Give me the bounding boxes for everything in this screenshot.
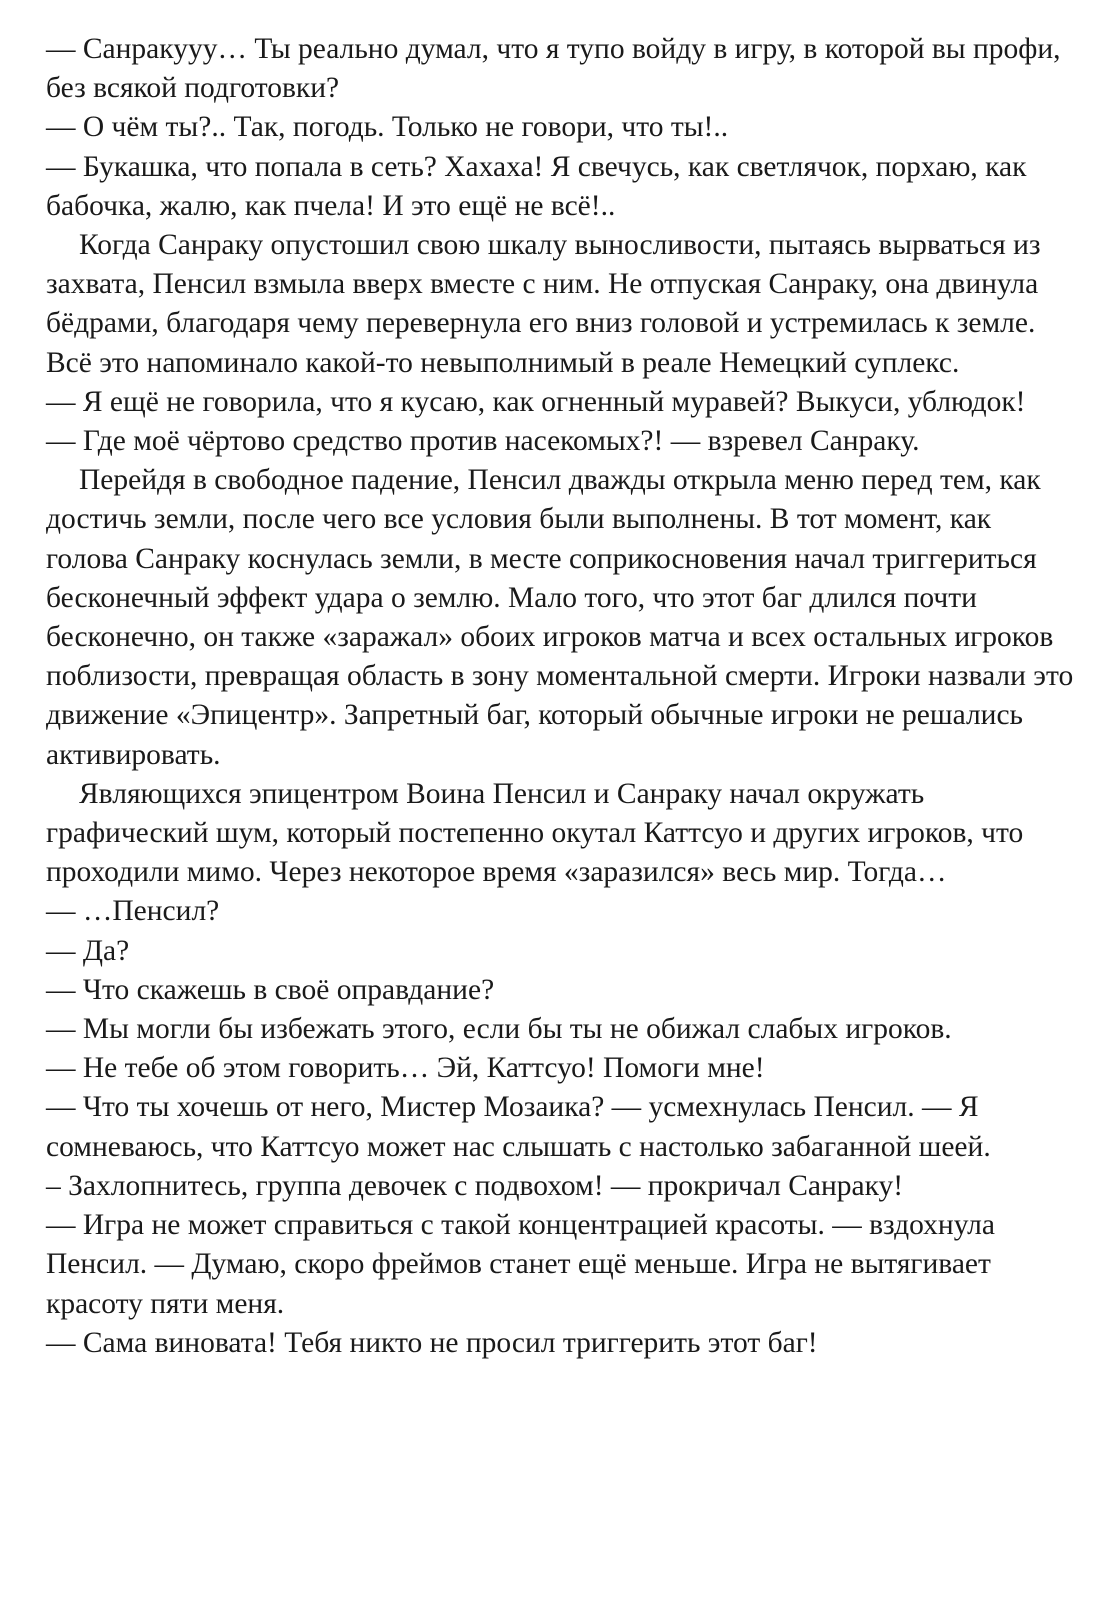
dialogue-line: — Я ещё не говорила, что я кусаю, как огненный муравей? Выкуси, ублюдок! [46,385,1026,418]
narration-paragraph: Являющихся эпицентром Воина Пенсил и Санраку начал окружать графический шум, который постепенно окутал Каттсуо и других игроков, что проходили мимо. Через некоторое время «заразился» весь мир. Тогда… [46,777,1024,889]
dialogue-line: — Букашка, что попала в сеть? Хахаха! Я свечусь, как светлячок, порхаю, как бабочка, жалю, как пчела! И это ещё не всё!.. [46,150,1027,222]
dialogue-line: — Санракууу… Ты реально думал, что я тупо войду в игру, в которой вы профи, без всякой подготовки? [46,33,1061,105]
dialogue-line: — Мы могли бы избежать этого, если бы ты не обижал слабых игроков. [46,1013,952,1046]
document-page [46,30,1076,1363]
dialogue-line: — Что ты хочешь от него, Мистер Мозаика? — усмехнулась Пенсил. — Я сомневаюсь, что Каттсуо может нас слышать с настолько забаганной шеей. [46,1091,991,1163]
dialogue-line: — …Пенсил? [46,895,220,928]
dialogue-line: — Где моё чёртово средство против насекомых?! — взревел Санраку. [46,425,920,458]
dialogue-line: — Игра не может справиться с такой концентрацией красоты. — вздохнула Пенсил. — Думаю, скоро фреймов станет ещё меньше. Игра не вытягивает красоту пяти меня. [46,1209,995,1320]
dialogue-line: — Да? [46,934,130,967]
dialogue-line: — О чём ты?.. Так, погодь. Только не говори, что ты!.. [46,111,729,144]
narration-paragraph: Когда Санраку опустошил свою шкалу выносливости, пытаясь вырваться из захвата, Пенсил взмыла вверх вместе с ним. Не отпуская Санраку, она двинула бёдрами, благодаря чему перевернула его вниз головой и устремилась к земле. Всё это напоминало какой-то невыполнимый в реале Немецкий суплекс. [46,229,1041,379]
dialogue-line: – Захлопнитесь, группа девочек с подвохом! — прокричал Санраку! [46,1169,904,1202]
dialogue-line: — Не тебе об этом говорить… Эй, Каттсуо! Помоги мне! [46,1052,765,1085]
dialogue-line: — Что скажешь в своё оправдание? [46,973,495,1006]
narration-paragraph: Перейдя в свободное падение, Пенсил дважды открыла меню перед тем, как достичь земли, после чего все условия были выполнены. В тот момент, как голова Санраку коснулась земли, в месте соприкосновения начал триггериться бесконечный эффект удара о землю. Мало того, что этот баг длился почти бесконечно, он также «заражал» обоих игроков матча и всех остальных игроков поблизости, превращая область в зону моментальной смерти. Игроки назвали это движение «Эпицентр». Запретный баг, который обычные игроки не решались активировать. [46,464,1074,771]
dialogue-line: — Сама виновата! Тебя никто не просил триггерить этот баг! [46,1326,818,1359]
